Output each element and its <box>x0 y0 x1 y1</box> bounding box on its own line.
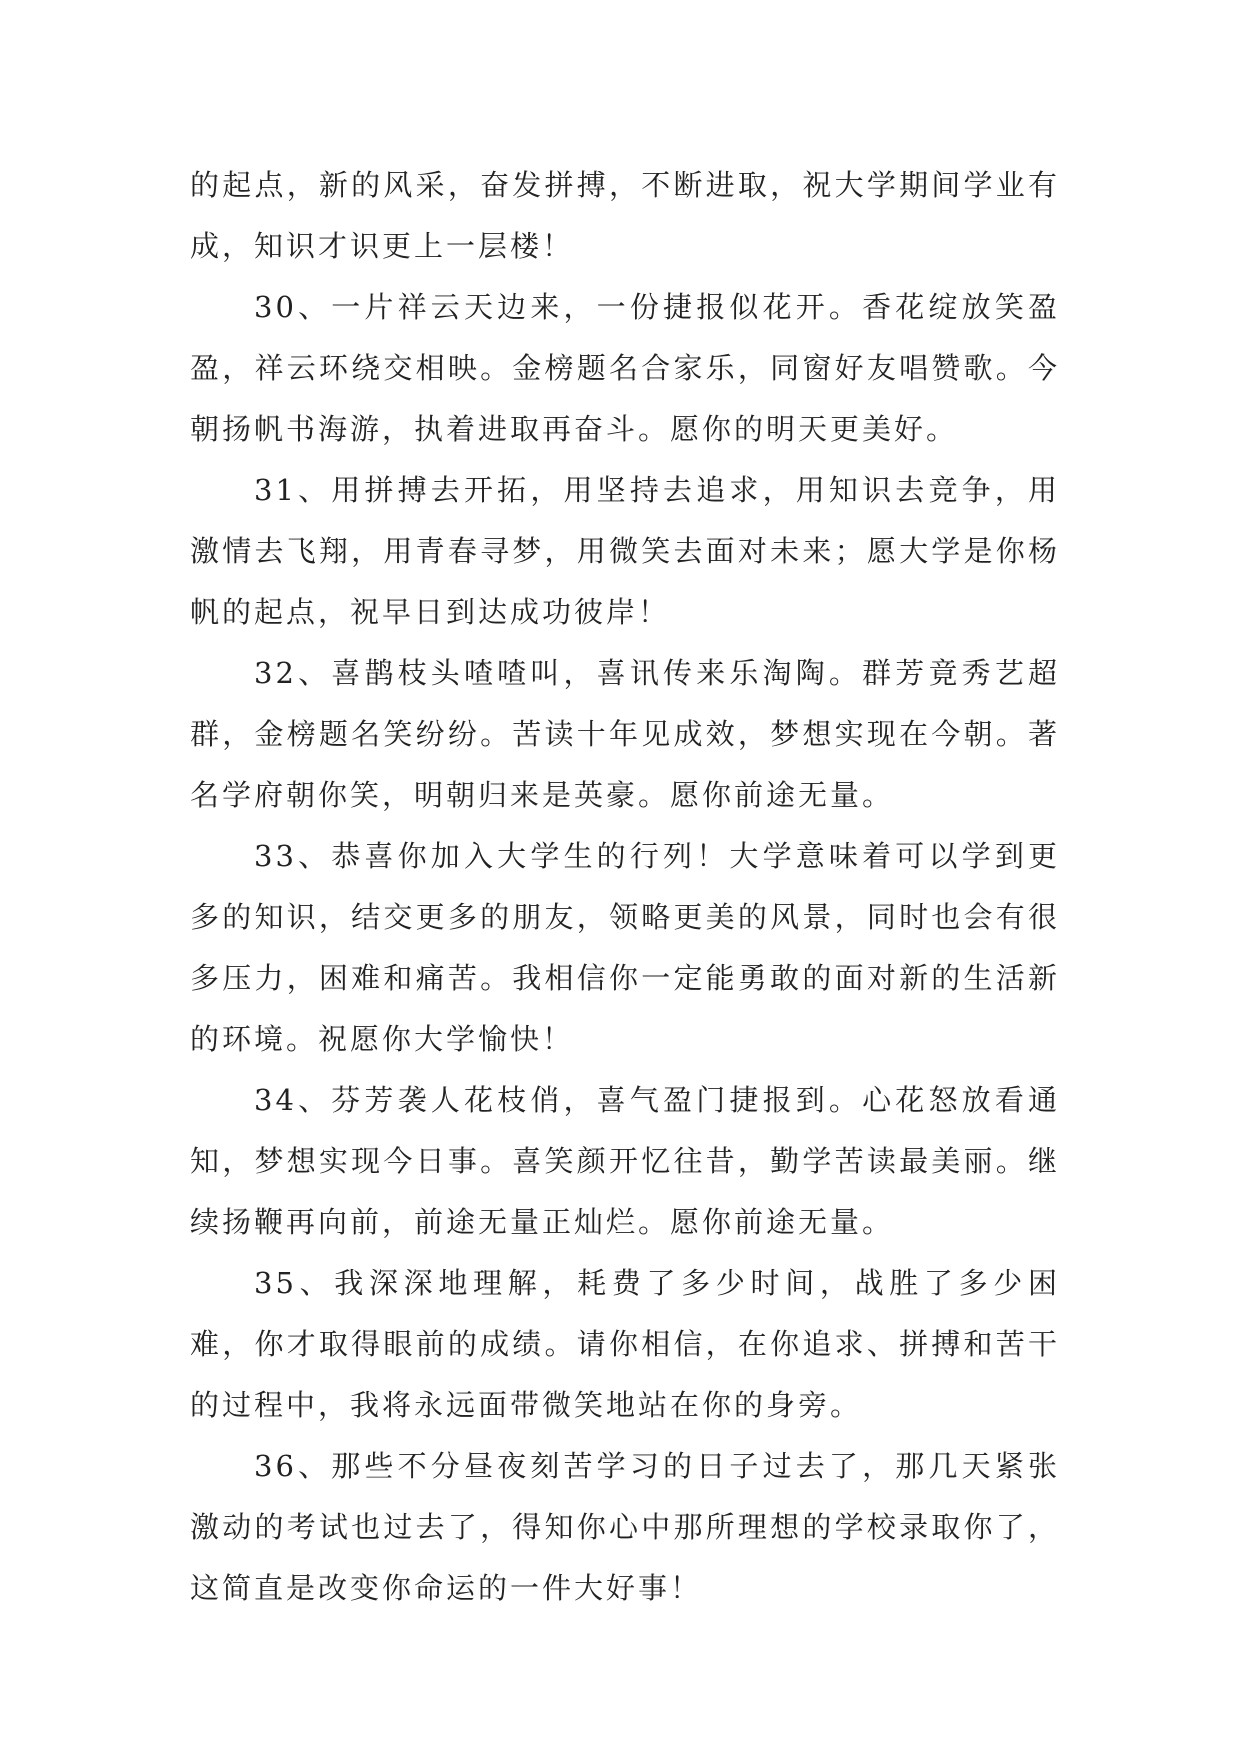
paragraph-36: 36、那些不分昼夜刻苦学习的日子过去了，那几天紧张激动的考试也过去了，得知你心中那所理想的学校录取你了，这简直是改变你命运的一件大好事！ <box>190 1449 1060 1605</box>
paragraph-31: 31、用拼搏去开拓，用坚持去追求，用知识去竞争，用激情去飞翔，用青春寻梦，用微笑去面对未来；愿大学是你杨帆的起点，祝早日到达成功彼岸！ <box>190 473 1060 629</box>
paragraph-33: 33、恭喜你加入大学生的行列！大学意味着可以学到更多的知识，结交更多的朋友，领略更美的风景，同时也会有很多压力，困难和痛苦。我相信你一定能勇敢的面对新的生活新的环境。祝愿你大学愉快！ <box>190 839 1060 1056</box>
document-body <box>190 155 1060 1619</box>
paragraph-30: 30、一片祥云天边来，一份捷报似花开。香花绽放笑盈盈，祥云环绕交相映。金榜题名合家乐，同窗好友唱赞歌。今朝扬帆书海游，执着进取再奋斗。愿你的明天更美好。 <box>190 290 1060 446</box>
paragraph-34: 34、芬芳袭人花枝俏，喜气盈门捷报到。心花怒放看通知，梦想实现今日事。喜笑颜开忆往昔，勤学苦读最美丽。继续扬鞭再向前，前途无量正灿烂。愿你前途无量。 <box>190 1083 1060 1239</box>
paragraph-35: 35、我深深地理解，耗费了多少时间，战胜了多少困难，你才取得眼前的成绩。请你相信，在你追求、拼搏和苦干的过程中，我将永远面带微笑地站在你的身旁。 <box>190 1266 1060 1422</box>
paragraph-32: 32、喜鹊枝头喳喳叫，喜讯传来乐淘陶。群芳竟秀艺超群，金榜题名笑纷纷。苦读十年见成效，梦想实现在今朝。著名学府朝你笑，明朝归来是英豪。愿你前途无量。 <box>190 656 1060 812</box>
paragraph-continuation: 的起点，新的风采，奋发拼搏，不断进取，祝大学期间学业有成，知识才识更上一层楼！ <box>190 168 1060 263</box>
